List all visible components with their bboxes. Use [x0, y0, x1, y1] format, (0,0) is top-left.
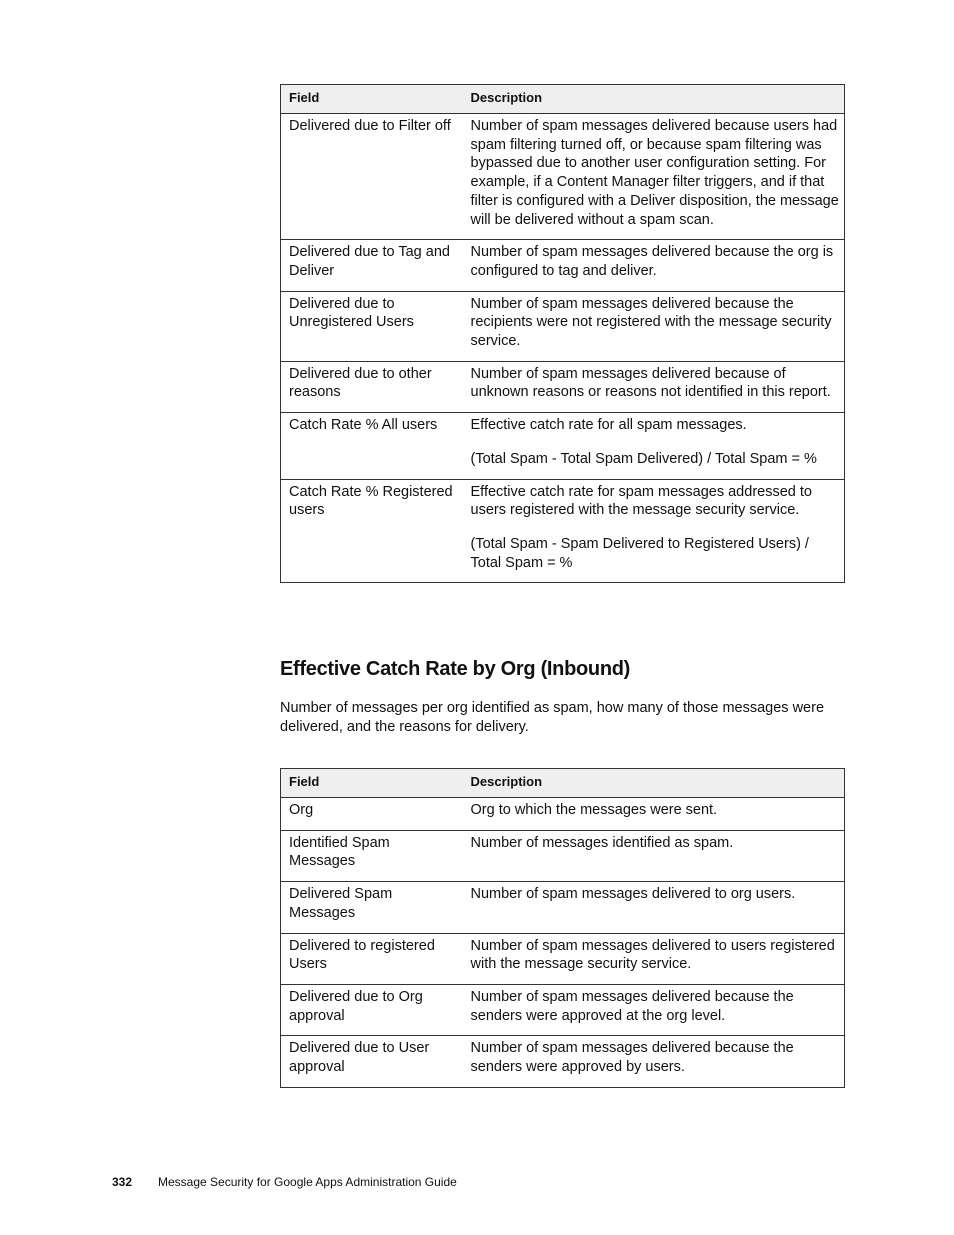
description-cell [463, 413, 845, 479]
field-cell: Catch Rate % Registered users [281, 479, 463, 583]
description-cell [463, 830, 845, 881]
description-cell [463, 479, 845, 583]
field-cell: Delivered due to Tag and Deliver [281, 240, 463, 291]
description-paragraph: Number of messages identified as spam. [470, 834, 734, 851]
column-header-description: Description [463, 85, 845, 114]
table-row [281, 114, 845, 240]
field-cell: Org [281, 798, 463, 831]
table-row [281, 361, 845, 412]
description-cell [463, 291, 845, 361]
description-cell [463, 361, 845, 412]
table-row [281, 798, 845, 831]
description-paragraph: (Total Spam - Spam Delivered to Registered Users) / Total Spam = % [470, 535, 809, 571]
table-row [281, 479, 845, 583]
description-paragraph: Number of spam messages delivered because the org is configured to tag and deliver. [470, 244, 834, 279]
description-paragraph: Org to which the messages were sent. [470, 802, 718, 818]
description-paragraph: Effective catch rate for all spam messages. [470, 417, 747, 434]
page-number: 332 [112, 1175, 133, 1189]
description-paragraph: (Total Spam - Total Spam Delivered) / Total Spam = % [470, 450, 817, 467]
description-paragraph: Number of spam messages delivered because the senders were approved at the org level. [470, 988, 794, 1024]
field-cell: Delivered due to other reasons [281, 361, 463, 412]
description-cell [463, 882, 845, 933]
table-header-row [281, 769, 845, 798]
table-row [281, 291, 845, 361]
field-cell: Identified Spam Messages [281, 830, 463, 881]
description-cell [463, 240, 845, 291]
field-cell: Delivered due to Unregistered Users [281, 291, 463, 361]
field-cell: Delivered Spam Messages [281, 882, 463, 933]
field-cell: Delivered due to Org approval [281, 984, 463, 1035]
description-paragraph: Number of spam messages delivered to org users. [470, 886, 796, 903]
field-description-table-1 [280, 84, 845, 583]
table-row [281, 882, 845, 933]
description-paragraph: Number of spam messages delivered to users registered with the message security service. [470, 937, 835, 973]
description-paragraph: Effective catch rate for spam messages addressed to users registered with the message security service. [470, 483, 812, 519]
description-paragraph: Number of spam messages delivered because the recipients were not registered with the message security service. [470, 295, 832, 350]
field-cell: Delivered to registered Users [281, 933, 463, 984]
column-header-field: Field [281, 769, 463, 798]
description-paragraph: Number of spam messages delivered because users had spam filtering turned off, or because spam filtering was bypassed due to another user configuration setting. For example, if a Content Manager filter triggers, and if that filter is configured with a Deliver disposition, the message will be delivered without a spam scan. [470, 118, 839, 228]
section-heading: Effective Catch Rate by Org (Inbound) [280, 658, 631, 680]
table-row [281, 1036, 845, 1087]
column-header-field: Field [281, 85, 463, 114]
description-cell [463, 984, 845, 1035]
field-cell: Delivered due to Filter off [281, 114, 463, 240]
table-row [281, 933, 845, 984]
description-paragraph: Number of spam messages delivered because of unknown reasons or reasons not identified in this report. [470, 365, 831, 401]
table-row [281, 413, 845, 479]
field-cell: Catch Rate % All users [281, 413, 463, 479]
description-cell [463, 114, 845, 240]
section-intro: Number of messages per org identified as spam, how many of those messages were delivered, and the reasons for delivery. [280, 700, 825, 735]
table-row [281, 984, 845, 1035]
description-cell [463, 798, 845, 831]
column-header-description: Description [463, 769, 845, 798]
page-footer [112, 1174, 457, 1190]
description-cell [463, 1036, 845, 1087]
document-title: Message Security for Google Apps Administration Guide [158, 1175, 457, 1189]
table-row [281, 830, 845, 881]
field-cell: Delivered due to User approval [281, 1036, 463, 1087]
field-description-table-2 [280, 768, 845, 1088]
description-paragraph: Number of spam messages delivered because the senders were approved by users. [470, 1040, 794, 1076]
description-cell [463, 933, 845, 984]
table-row [281, 240, 845, 291]
table-header-row [281, 85, 845, 114]
